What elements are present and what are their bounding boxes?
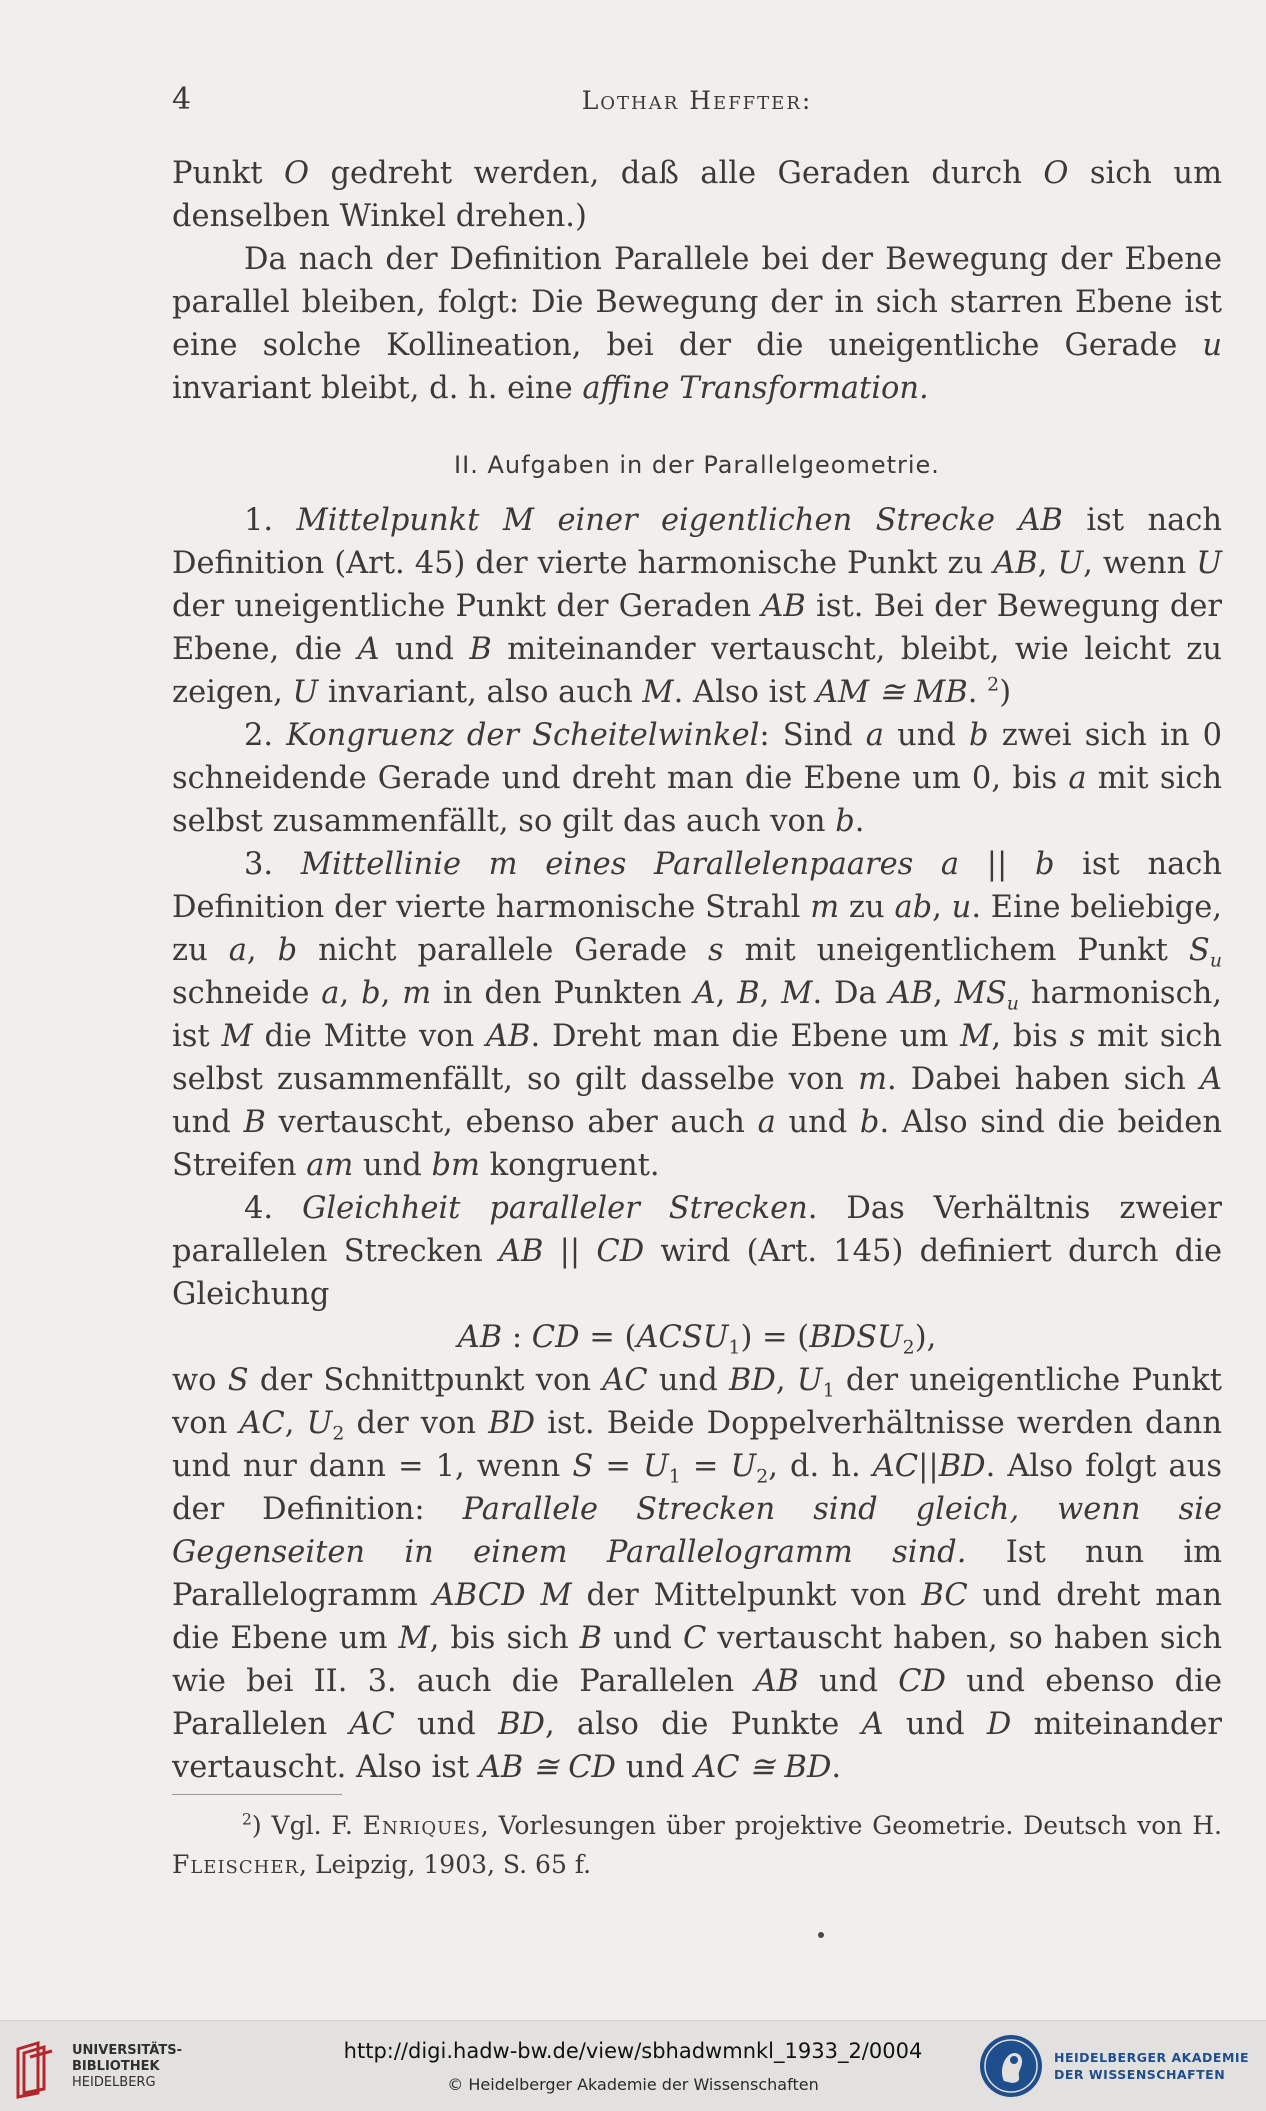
print-speck	[818, 1932, 824, 1938]
footnote	[172, 1806, 1222, 1884]
copyright-text: © Heidelberger Akademie der Wissenschaften	[447, 2075, 819, 2094]
paragraph: 2. Kongruenz der Scheitelwinkel: Sind a und b zwei sich in 0 schneidende Gerade und dreht man die Ebene um 0, bis a mit sich selbst zusammenfällt, so gilt das auch von b.	[172, 718, 1222, 839]
formula: AB : CD = $(ACSU_1)$ = $(BDSU_2)$,	[457, 1320, 937, 1359]
body-text	[172, 152, 1222, 1789]
viewer-footer	[0, 2020, 1266, 2111]
section-heading: II. Aufgaben in der Parallelgeometrie.	[454, 451, 940, 479]
academy-seal-icon	[978, 2033, 1044, 2099]
academy-name: HEIDELBERGER AKADEMIE DER WISSENSCHAFTEN	[1054, 2050, 1250, 2082]
paragraph: Da nach der Definition Parallele bei der Bewegung der Ebene parallel bleiben, folgt: Die Bewegung der in sich starren Ebene ist eine solche Kollineation, bei der die uneigentliche Gerade u invariant bleibt, d. h. eine affine Transformation.	[172, 242, 1222, 406]
paragraph: 1. Mittelpunkt M einer eigentlichen Strecke AB ist nach Definition (Art. 45) der vierte harmonische Punkt zu AB, U, wenn U der uneigentliche Punkt der Geraden AB ist. Bei der Bewegung der Ebene, die A und B miteinander vertauscht, bleibt, wie leicht zu zeigen, U invariant, also auch M. Also ist AM ≅ MB. $^2$)	[172, 503, 1223, 710]
library-name: UNIVERSITÄTS- BIBLIOTHEK HEIDELBERG	[72, 2043, 182, 2090]
page-number: 4	[172, 82, 192, 117]
paragraph: Punkt O gedreht werden, daß alle Geraden durch O sich um denselben Winkel drehen.)	[172, 156, 1222, 234]
permalink-url[interactable]: http://digi.hadw-bw.de/view/sbhadwmnkl_1933_2/0004	[343, 2039, 923, 2063]
paragraph: 4. Gleichheit paralleler Strecken. Das Verhältnis zweier parallelen Strecken AB || CD wird (Art. 145) definiert durch die Gleichung	[172, 1191, 1222, 1312]
running-head: Lothar Heffter:	[581, 86, 813, 115]
paragraph: wo S der Schnittpunkt von AC und BD, $U_1$ der uneigentliche Punkt von AC, $U_2$ der von BD ist. Beide Doppelverhältnisse werden dann und nur dann = 1, wenn $S = U_1 = U_2$, d. h. AC||BD. Also folgt aus der Definition: Parallele Strecken sind gleich, wenn sie Gegenseiten in einem Parallelogramm sind. Ist nun im Parallelogramm ABCD M der Mittelpunkt von BC und dreht man die Ebene um M, bis sich B und C vertauscht haben, so haben sich wie bei II. 3. auch die Parallelen AB und CD und ebenso die Parallelen AC und BD, also die Punkte A und D miteinander vertauscht. Also ist AB ≅ CD und AC ≅ BD.	[172, 1363, 1223, 1785]
page-header	[172, 82, 1222, 122]
footnote-rule	[172, 1794, 342, 1795]
footnote-text: $^2$) Vgl. F. Enriques, Vorlesungen über projektive Geometrie. Deutsch von H. Fleischer, Leipzig, 1903, S. 65 f.	[172, 1810, 1222, 1879]
paragraph: 3. Mittellinie m eines Parallelenpaares a || b ist nach Definition der vierte harmonische Strahl m zu ab, u. Eine beliebige, zu a, b nicht parallele Gerade s mit uneigentlichem Punkt $S_u$ schneide a, b, m in den Punkten A, B, M. Da AB, $MS_u$ harmonisch, ist M die Mitte von AB. Dreht man die Ebene um M, bis s mit sich selbst zusammenfällt, so gilt dasselbe von m. Dabei haben sich A und B vertauscht, ebenso aber auch a und b. Also sind die beiden Streifen am und bm kongruent.	[172, 847, 1223, 1183]
